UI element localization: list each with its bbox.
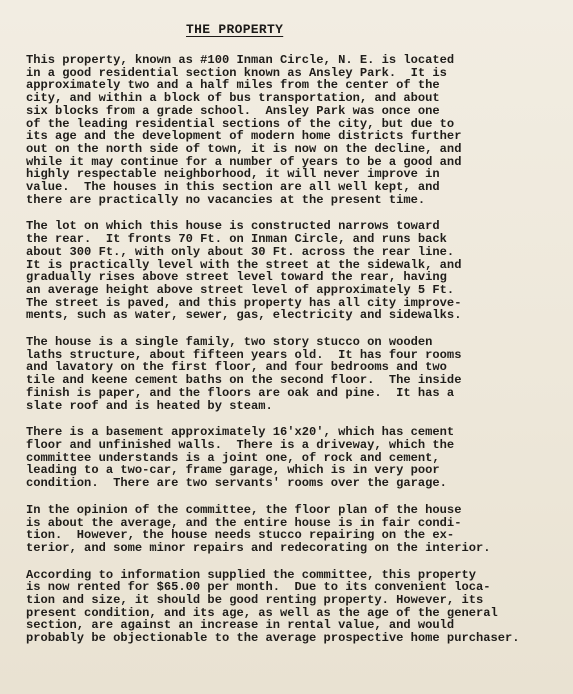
text-line: value. The houses in this section are all well kept, and — [26, 180, 440, 195]
text-line: section, are against an increase in rental value, and would — [26, 618, 455, 633]
text-line: The house is a single family, two story stucco on wooden — [26, 335, 433, 350]
text-line: the rear. It fronts 70 Ft. on Inman Circle, and runs back — [26, 232, 447, 247]
text-line: condition. There are two servants' rooms over the garage. — [26, 476, 447, 491]
text-line: The street is paved, and this property has all city improve- — [26, 295, 462, 310]
text-line: out on the north side of town, it is now on the decline, and — [26, 141, 462, 156]
paragraph-basement — [26, 426, 566, 490]
text-line: There is a basement approximately 16'x20', which has cement — [26, 425, 455, 440]
text-line: probably be objectionable to the average prospective home purchaser. — [26, 631, 520, 646]
text-line: of the leading residential sections of the city, but due to — [26, 116, 455, 131]
text-line: highly respectable neighborhood, it will never improve in — [26, 167, 440, 182]
text-line: laths structure, about fifteen years old. It has four rooms — [26, 347, 462, 362]
text-line: six blocks from a grade school. Ansley Park was once one — [26, 103, 440, 118]
paragraph-rental — [26, 569, 566, 645]
text-line: committee understands is a joint one, of rock and cement, — [26, 450, 440, 465]
text-line: This property, known as #100 Inman Circle, N. E. is located — [26, 53, 455, 67]
text-line: tion. However, the house needs stucco repairing on the ex- — [26, 528, 455, 543]
text-line: slate roof and is heated by steam. — [26, 398, 273, 413]
text-line: while it may continue for a number of years to be a good and — [26, 154, 462, 169]
text-line: tion and size, it should be good renting property. However, its — [26, 593, 484, 608]
paragraph-house — [26, 336, 566, 412]
text-line: is now rented for $65.00 per month. Due to its convenient loca- — [26, 580, 491, 595]
text-line: approximately two and a half miles from the center of the — [26, 78, 440, 93]
text-line: finish is paper, and the floors are oak and pine. It has a — [26, 385, 455, 400]
text-line: in a good residential section known as Ansley Park. It is — [26, 65, 447, 80]
text-line: is about the average, and the entire house is in fair condi- — [26, 515, 462, 530]
text-line: tile and keene cement baths on the second floor. The inside — [26, 373, 462, 388]
text-line: ments, such as water, sewer, gas, electricity and sidewalks. — [26, 308, 462, 323]
text-line: gradually rises above street level toward the rear, having — [26, 270, 447, 285]
document-body — [26, 54, 566, 659]
text-line: and lavatory on the first floor, and four bedrooms and two — [26, 360, 447, 375]
text-line: there are practically no vacancies at the present time. — [26, 192, 426, 207]
paragraph-opinion — [26, 504, 566, 555]
text-line: its age and the development of modern home districts further — [26, 129, 462, 144]
text-line: In the opinion of the committee, the floor plan of the house — [26, 502, 462, 517]
text-line: According to information supplied the committee, this property — [26, 567, 476, 582]
text-line: The lot on which this house is constructed narrows toward — [26, 219, 440, 234]
text-line: floor and unfinished walls. There is a driveway, which the — [26, 437, 455, 452]
page-title: THE PROPERTY — [186, 22, 284, 37]
text-line: present condition, and its age, as well as the age of the general — [26, 605, 498, 620]
text-line: leading to a two-car, frame garage, which is in very poor — [26, 463, 440, 478]
text-line: an average height above street level of approximately 5 Ft. — [26, 282, 455, 297]
paragraph-lot — [26, 220, 566, 322]
text-line: terior, and some minor repairs and redecorating on the interior. — [26, 540, 491, 555]
text-line: city, and within a block of bus transportation, and about — [26, 91, 440, 106]
paragraph-neighborhood — [26, 54, 566, 206]
text-line: about 300 Ft., with only about 30 Ft. across the rear line. — [26, 244, 455, 259]
text-line: It is practically level with the street at the sidewalk, and — [26, 257, 462, 272]
